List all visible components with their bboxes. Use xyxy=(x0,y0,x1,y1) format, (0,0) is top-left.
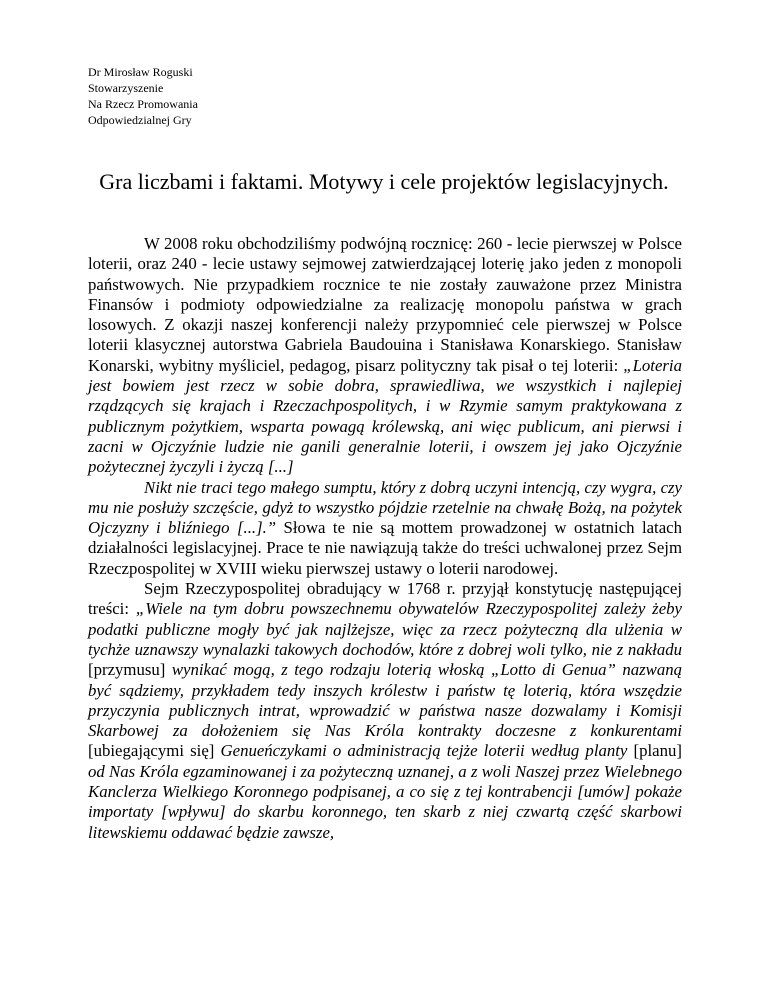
paragraph-2 xyxy=(88,478,682,579)
konarski-quote-continued: Nikt nie traci tego małego sumptu, który z dobrą uczyni intencją, czy wygra, czy mu nie posłuży szczęście, gdyż to wszystko pójdzie rzetelnie na chwałę Bożą, na pożytek Ojczyzny i bliźniego [...].” xyxy=(88,477,682,538)
paragraph-2-text: Słowa te nie są mottem prowadzonej w ostatnich latach działalności legislacyjnej. Prace te nie nawiązują także do treści uchwalonej przez Sejm Rzeczpospolitej w XVIII wieku pierwszej ustawy o loterii narodowej. xyxy=(88,518,683,578)
konarski-quote: „Loteria jest bowiem jest rzecz w sobie dobra, sprawiedliwa, we wszystkich i najlepiej rządzących się krajach i Rzeczachpospolitych, i w Rzymie samym praktykowana z publicznym pożytkiem, wsparta powagą królewską, ani więc publicum, ani pierwsi i zacni w Ojczyźnie ludzie nie ganili generalnie loterii, i owszem jej jako Ojczyźnie pożytecznej życzyli i życzą [...] xyxy=(88,355,682,477)
paragraph-3-text: Sejm Rzeczypospolitej obradujący w 1768 r. przyjął konstytucję następującej treści: xyxy=(88,579,682,619)
author-org-line-1: Stowarzyszenie xyxy=(88,81,164,95)
author-block xyxy=(88,64,198,128)
gloss-planu: [planu] xyxy=(633,741,682,761)
document-title: Gra liczbami i faktami. Motywy i cele projektów legislacyjnych. xyxy=(99,169,669,194)
constitution-quote-part-1: „Wiele na tym dobru powszechnemu obywatelów Rzeczypospolitej zależy żeby podatki publiczne mogły być jak najlżejsze, więc za rzecz pożyteczną dla ulżenia w tychże uznawszy wynalazki takowych dochodów, które z dobrej woli tylko, nie z nakładu xyxy=(88,599,682,659)
paragraph-3 xyxy=(88,579,682,843)
paragraph-1-text: W 2008 roku obchodziliśmy podwójną rocznicę: 260 - lecie pierwszej w Polsce loterii, oraz 240 - lecie ustawy sejmowej zatwierdzającej loterię jako jeden z monopoli państwowych. Nie przypadkiem rocznice te nie zostały zauważone przez Ministra Finansów i podmioty odpowiedzialne za realizację monopolu państwa w grach losowych. Z okazji naszej konferencji należy przypomnieć cele pierwszej w Polsce loterii klasycznej autorstwa Gabriela Baudouina i Stanisława Konarskiego. Stanisław Konarski, wybitny myśliciel, pedagog, pisarz polityczny tak pisał o tej loterii: xyxy=(88,234,682,375)
author-org-line-2: Na Rzecz Promowania xyxy=(88,97,198,111)
constitution-quote-part-4: od Nas Króla egzaminowanej i za pożyteczną uznanej, a z woli Naszej przez Wielebnego Kanclerza Wielkiego Koronnego podpisanej, a co się z tej kontrabencji [umów] pokaże importaty [wpływu] do skarbu koronnego, ten skarb z niej czwartą część skarbowi litewskiemu oddawać będzie zawsze, xyxy=(88,761,682,842)
constitution-quote-part-2: wynikać mogą, z tego rodzaju loterią włoską „Lotto di Genua” nazwaną być sądziemy, przykładem tedy inszych królestw i państw tę loterią, która wszędzie przyczynia publicznych intrat, wprowadzić w państwa nasze dozwalamy i Komisji Skarbowej za dołożeniem się Nas Króla kontrakty doczesne z konkurentami xyxy=(88,660,682,741)
document-body xyxy=(88,234,682,843)
author-org-line-3: Odpowiedzialnej Gry xyxy=(88,113,192,127)
author-name: Dr Mirosław Roguski xyxy=(88,65,193,79)
paragraph-1 xyxy=(88,234,682,478)
constitution-quote-part-3: Genueńczykami o administracją tejże loterii według planty xyxy=(214,741,634,761)
gloss-przymusu: [przymusu] xyxy=(88,660,166,680)
gloss-ubiegajacymi: [ubiegającymi się] xyxy=(88,741,215,761)
